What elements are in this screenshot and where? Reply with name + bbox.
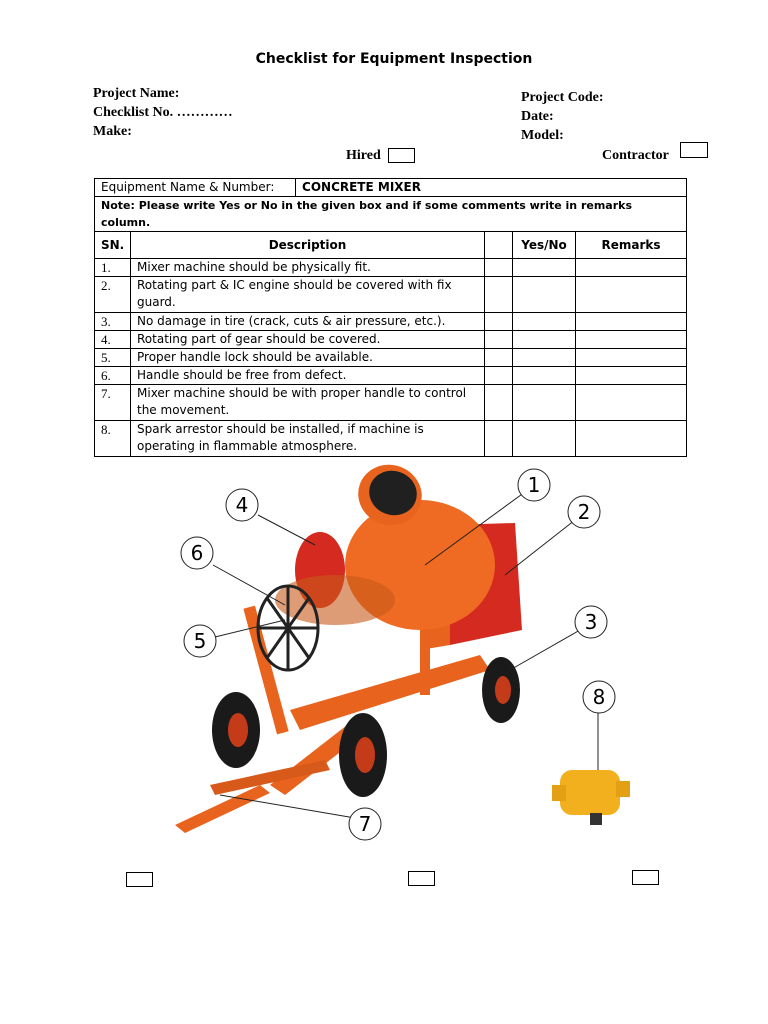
row-remarks-cell[interactable] bbox=[576, 385, 687, 421]
row-yes-no-cell[interactable] bbox=[513, 367, 576, 385]
concrete-mixer-illustration bbox=[150, 455, 690, 845]
callout-4 bbox=[226, 489, 258, 521]
row-yes-no-cell[interactable] bbox=[513, 331, 576, 349]
col-yes-no: Yes/No bbox=[513, 232, 576, 259]
row-remarks-cell[interactable] bbox=[576, 331, 687, 349]
row-remarks-cell[interactable] bbox=[576, 277, 687, 313]
note-row bbox=[95, 197, 687, 232]
row-yes-no-cell[interactable] bbox=[513, 259, 576, 277]
col-sn: SN. bbox=[95, 232, 131, 259]
svg-text:5: 5 bbox=[193, 629, 207, 653]
table-row bbox=[95, 259, 687, 277]
row-yes-no-cell[interactable] bbox=[513, 421, 576, 457]
row-remarks-cell[interactable] bbox=[576, 421, 687, 457]
table-row bbox=[95, 385, 687, 421]
row-description: Mixer machine should be physically fit. bbox=[131, 259, 485, 277]
hired-checkbox[interactable] bbox=[388, 148, 415, 163]
callout-5 bbox=[184, 625, 216, 657]
callout-3 bbox=[575, 606, 607, 638]
row-remarks-cell[interactable] bbox=[576, 367, 687, 385]
project-code-label: Project Code: bbox=[521, 90, 604, 105]
col-remarks: Remarks bbox=[576, 232, 687, 259]
row-description: Spark arrestor should be installed, if machine is operating in flammable atmosphere. bbox=[131, 421, 485, 457]
hired-label: Hired bbox=[346, 148, 381, 163]
row-blank-cell[interactable] bbox=[485, 367, 513, 385]
contractor-checkbox[interactable] bbox=[680, 142, 708, 158]
date-label: Date: bbox=[521, 109, 554, 124]
row-blank-cell[interactable] bbox=[485, 385, 513, 421]
row-description: No damage in tire (crack, cuts & air pressure, etc.). bbox=[131, 313, 485, 331]
footer-checkbox-left[interactable] bbox=[126, 872, 153, 887]
row-yes-no-cell[interactable] bbox=[513, 313, 576, 331]
row-blank-cell[interactable] bbox=[485, 277, 513, 313]
row-description: Mixer machine should be with proper handle to control the movement. bbox=[131, 385, 485, 421]
make-label: Make: bbox=[93, 124, 132, 139]
row-blank-cell[interactable] bbox=[485, 313, 513, 331]
callout-6 bbox=[181, 537, 213, 569]
callout-2 bbox=[568, 496, 600, 528]
col-blank bbox=[485, 232, 513, 259]
checklist-no-label: Checklist No. ………… bbox=[93, 105, 233, 120]
callout-7 bbox=[349, 808, 381, 840]
callout-8 bbox=[583, 681, 615, 713]
note-label: Note: bbox=[101, 199, 135, 212]
mixer-drum bbox=[275, 456, 495, 630]
table-row bbox=[95, 331, 687, 349]
row-sn: 1. bbox=[95, 259, 131, 277]
row-yes-no-cell[interactable] bbox=[513, 277, 576, 313]
table-row bbox=[95, 367, 687, 385]
spark-arrestor bbox=[552, 770, 630, 825]
page-title: Checklist for Equipment Inspection bbox=[255, 51, 533, 67]
row-blank-cell[interactable] bbox=[485, 331, 513, 349]
row-sn: 2. bbox=[95, 277, 131, 313]
hand-wheel bbox=[258, 586, 318, 670]
row-sn: 6. bbox=[95, 367, 131, 385]
row-remarks-cell[interactable] bbox=[576, 259, 687, 277]
equipment-name-value: CONCRETE MIXER bbox=[296, 179, 687, 197]
footer-checkbox-middle[interactable] bbox=[408, 871, 435, 886]
row-blank-cell[interactable] bbox=[485, 349, 513, 367]
row-sn: 7. bbox=[95, 385, 131, 421]
contractor-label: Contractor bbox=[602, 148, 669, 163]
footer-checkbox-right[interactable] bbox=[632, 870, 659, 885]
row-remarks-cell[interactable] bbox=[576, 313, 687, 331]
row-blank-cell[interactable] bbox=[485, 259, 513, 277]
svg-text:7: 7 bbox=[358, 812, 372, 836]
row-sn: 8. bbox=[95, 421, 131, 457]
svg-text:4: 4 bbox=[235, 493, 249, 517]
row-yes-no-cell[interactable] bbox=[513, 349, 576, 367]
table-row bbox=[95, 349, 687, 367]
row-sn: 4. bbox=[95, 331, 131, 349]
row-remarks-cell[interactable] bbox=[576, 349, 687, 367]
row-description: Rotating part & IC engine should be covered with fix guard. bbox=[131, 277, 485, 313]
callout-1 bbox=[518, 469, 550, 501]
row-description: Proper handle lock should be available. bbox=[131, 349, 485, 367]
svg-text:1: 1 bbox=[527, 473, 541, 497]
row-description: Handle should be free from defect. bbox=[131, 367, 485, 385]
row-yes-no-cell[interactable] bbox=[513, 385, 576, 421]
model-label: Model: bbox=[521, 128, 564, 143]
col-description: Description bbox=[131, 232, 485, 259]
svg-text:2: 2 bbox=[577, 500, 591, 524]
table-row bbox=[95, 277, 687, 313]
row-sn: 3. bbox=[95, 313, 131, 331]
table-row bbox=[95, 313, 687, 331]
note-text: Please write Yes or No in the given box and if some comments write in remarks column. bbox=[101, 199, 633, 229]
project-name-label: Project Name: bbox=[93, 86, 180, 101]
row-sn: 5. bbox=[95, 349, 131, 367]
row-description: Rotating part of gear should be covered. bbox=[131, 331, 485, 349]
svg-text:6: 6 bbox=[190, 541, 204, 565]
equipment-name-label: Equipment Name & Number: bbox=[95, 179, 296, 197]
svg-text:3: 3 bbox=[584, 610, 598, 634]
row-blank-cell[interactable] bbox=[485, 421, 513, 457]
svg-text:8: 8 bbox=[592, 685, 606, 709]
table-row bbox=[95, 421, 687, 457]
inspection-table bbox=[94, 178, 687, 457]
